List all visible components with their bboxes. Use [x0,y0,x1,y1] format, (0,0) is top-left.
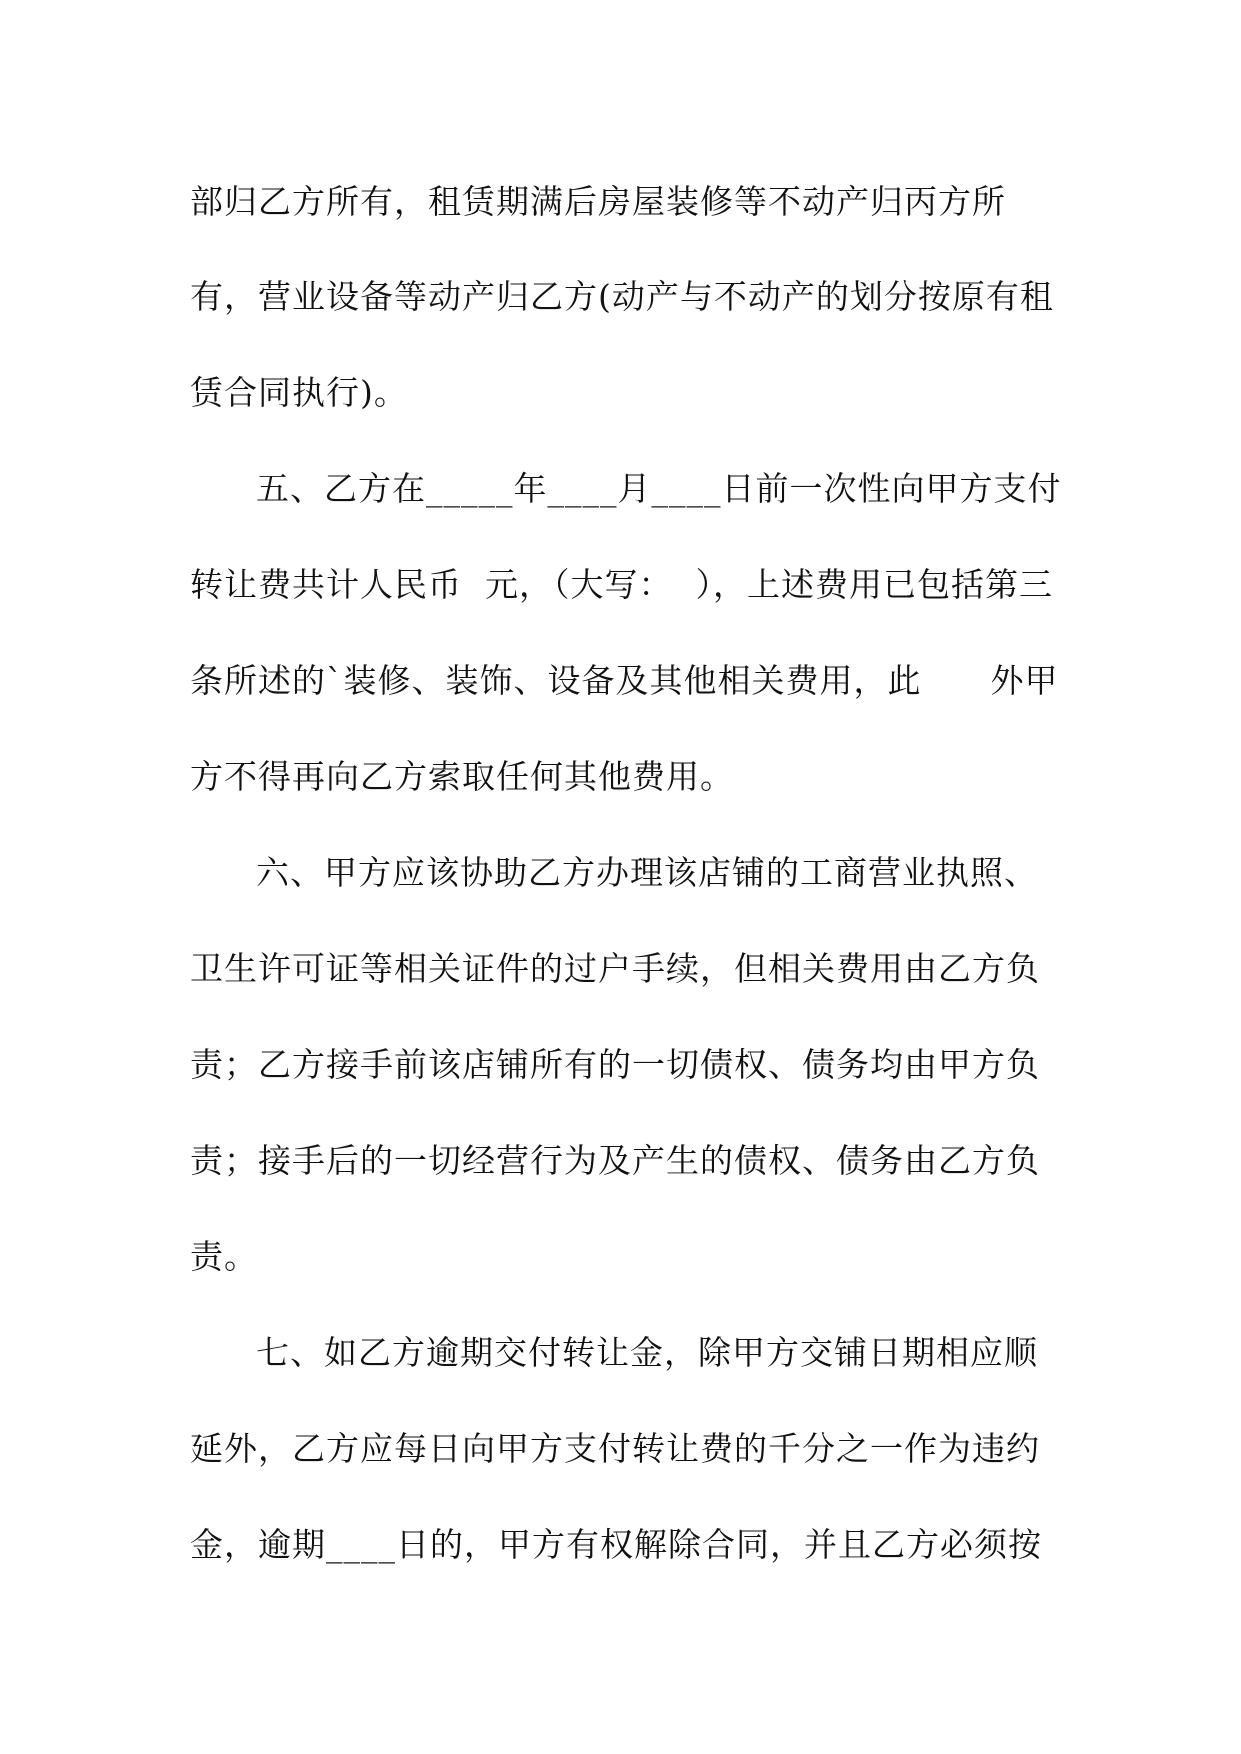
text-line: 责。 [190,1237,258,1276]
text-line: 方不得再向乙方索取任何其他费用。 [190,757,734,796]
text-line: 转让费共计人民币 元，（大写： ），上述费用已包括第三 [190,565,1053,604]
text-line: 卫生许可证等相关证件的过户手续，但相关费用由乙方负 [190,949,1040,988]
text-line: 延外，乙方应每日向甲方支付转让费的千分之一作为违约 [190,1429,1040,1468]
text-line: 责；乙方接手前该店铺所有的一切债权、债务均由甲方负 [190,1045,1040,1084]
text-line: 有，营业设备等动产归乙方(动产与不动产的划分按原有租 [190,277,1054,316]
text-line: 金，逾期____日的，甲方有权解除合同，并且乙方必须按 [190,1525,1042,1564]
paragraph-five-start: 五、乙方在_____年____月____日前一次性向甲方支付 [256,469,1062,508]
text-line: 责；接手后的一切经营行为及产生的债权、债务由乙方负 [190,1141,1040,1180]
text-line: 赁合同执行)。 [190,373,408,412]
paragraph-seven-start: 七、如乙方逾期交付转让金，除甲方交铺日期相应顺 [256,1333,1038,1372]
text-line: 部归乙方所有，租赁期满后房屋装修等不动产归丙方所 [190,182,1006,221]
paragraph-six-start: 六、甲方应该协助乙方办理该店铺的工商营业执照、 [256,853,1038,892]
text-line: 条所述的`装修、装饰、设备及其他相关费用，此 外甲 [190,661,1059,700]
